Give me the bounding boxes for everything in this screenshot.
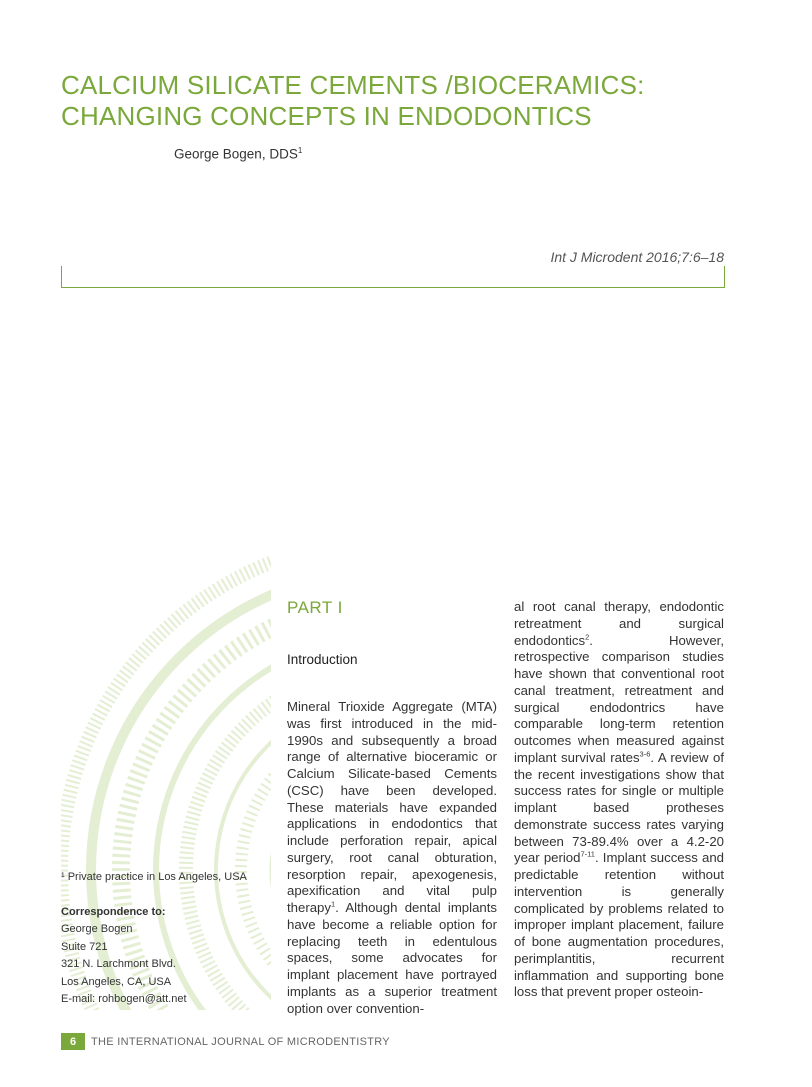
correspondence-line: Suite 721: [61, 940, 108, 953]
body-text: . Although dental implants have become a reliable option for replacing teeth in edentulous spaces, some advocates for implant placement have portrayed implants as a superior treatment option over convention-: [287, 900, 497, 1016]
correspondence-block: [61, 904, 187, 1008]
correspondence-line: 321 N. Larchmont Blvd.: [61, 958, 176, 971]
reference-mark: 7-11: [580, 849, 595, 859]
page-footer: [61, 1033, 390, 1050]
reference-mark: 1: [331, 899, 336, 909]
author-line: [174, 146, 302, 162]
header-rule: [61, 266, 725, 288]
affiliation-footnote: ¹ Private practice in Los Angeles, USA: [61, 871, 247, 883]
body-text: . Implant success and predictable retention without intervention is generally complicated by problems related to improper implant placement, failure of bone augmentation procedures, perimplantitis, recurrent inflammation and supporting bone loss that prevent proper osteoin-: [514, 850, 724, 1000]
citation: Int J Microdent 2016;7:6–18: [550, 249, 724, 265]
title-line-2: CHANGING CONCEPTS IN ENDODONTICS: [61, 101, 592, 131]
subsection-heading: Introduction: [287, 652, 358, 667]
section-heading: PART I: [287, 598, 343, 617]
author-affiliation-mark: 1: [297, 146, 303, 155]
reference-mark: 3-6: [639, 749, 651, 759]
body-column-right: [514, 599, 724, 1001]
author-name: George Bogen, DDS: [174, 146, 298, 162]
article-title: [61, 70, 761, 132]
body-text: al root canal therapy, endodontic retreatment and surgical endodontics: [514, 599, 724, 648]
journal-name: THE INTERNATIONAL JOURNAL OF MICRODENTISTRY: [91, 1035, 390, 1048]
correspondence-line: Los Angeles, CA, USA: [61, 975, 172, 988]
body-text: . However, retrospective comparison studies have shown that conventional root canal treatment, retreatment and surgical endodontrics have comparable long-term retention outcomes when measured against implant survival rates: [514, 632, 724, 765]
correspondence-email: E-mail: rohbogen@att.net: [61, 993, 187, 1006]
title-line-1: CALCIUM SILICATE CEMENTS /BIOCERAMICS:: [61, 70, 645, 100]
body-text: . A review of the recent investigations show that success rates for single or multiple implant based protheses demonstrate success rates varying between 73-89.4% over a 4.2-20 year period: [514, 749, 725, 866]
correspondence-line: George Bogen: [61, 923, 133, 936]
reference-mark: 2: [585, 632, 590, 642]
page-number: 6: [61, 1033, 85, 1050]
correspondence-heading: Correspondence to:: [61, 906, 166, 918]
body-text: Mineral Trioxide Aggregate (MTA) was first introduced in the mid-1990s and subsequently a broad range of alternative bioceramic or Calcium Silicate-based Cements (CSC) have been developed. These materials have expanded applications in endodontics that include perforation repair, apical surgery, root canal obturation, resorption repair, apexogenesis, apexification and vital pulp therapy: [287, 699, 497, 915]
body-column-left: [287, 699, 497, 1017]
